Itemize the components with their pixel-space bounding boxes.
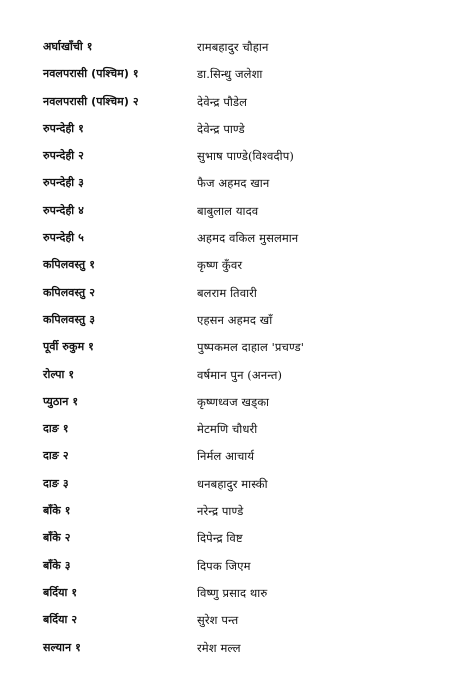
- candidate-name: नरेन्द्र पाण्डे: [197, 504, 244, 519]
- candidate-name: सुभाष पाण्डे(विश्वदीप): [197, 149, 294, 164]
- constituency-name: बर्दिया २: [43, 613, 78, 627]
- constituency-name: सल्यान १: [43, 640, 81, 654]
- candidate-name: वर्षमान पुन (अनन्त): [197, 367, 283, 382]
- list-row: [0, 391, 453, 418]
- constituency-name: दाङ २: [43, 449, 69, 463]
- list-row: [0, 555, 453, 582]
- candidate-name: रामबहादुर चौहान: [197, 40, 269, 54]
- candidate-name: रमेश मल्ल: [197, 640, 241, 655]
- candidate-name: दिपक जिएम: [197, 558, 251, 573]
- constituency-name: दाङ ३: [43, 476, 69, 490]
- list-row: [0, 500, 453, 527]
- list-row: [0, 254, 453, 281]
- list-row: [0, 336, 453, 363]
- list-row: [0, 609, 453, 636]
- candidate-list: [0, 36, 453, 664]
- constituency-name: रुपन्देही ५: [43, 231, 85, 245]
- candidate-name: डा.सिन्धु जलेशा: [197, 67, 263, 82]
- constituency-name: नवलपरासी (पश्चिम) १: [43, 67, 139, 81]
- candidate-name: देवेन्द्र पाण्डे: [197, 121, 245, 136]
- constituency-name: बाँके ३: [43, 558, 71, 572]
- candidate-name: बलराम तिवारी: [197, 285, 257, 300]
- list-row: [0, 637, 453, 664]
- candidate-name: बाबुलाल यादव: [197, 203, 259, 218]
- list-row: [0, 445, 453, 472]
- constituency-name: रुपन्देही १: [43, 121, 85, 135]
- list-row: [0, 172, 453, 199]
- list-row: [0, 582, 453, 609]
- constituency-name: बर्दिया १: [43, 585, 78, 599]
- constituency-name: रुपन्देही ४: [43, 203, 85, 217]
- list-row: [0, 227, 453, 254]
- candidate-name: मेटमणि चौधरी: [197, 422, 258, 437]
- candidate-name: विष्णु प्रसाद थारु: [197, 585, 268, 600]
- candidate-name: अहमद वकिल मुसलमान: [197, 231, 299, 246]
- list-row: [0, 63, 453, 90]
- constituency-name: कपिलवस्तु २: [43, 285, 96, 299]
- constituency-name: रोल्पा १: [43, 367, 75, 381]
- list-row: [0, 282, 453, 309]
- list-row: [0, 91, 453, 118]
- constituency-name: कपिलवस्तु १: [43, 258, 96, 272]
- constituency-name: प्युठान १: [43, 394, 79, 408]
- constituency-name: अर्घाखाँची १: [43, 40, 93, 53]
- candidate-name: धनबहादुर मास्की: [197, 476, 268, 491]
- candidate-name: सुरेश पन्त: [197, 613, 239, 628]
- list-row: [0, 527, 453, 554]
- constituency-name: दाङ १: [43, 422, 69, 436]
- list-row: [0, 36, 453, 63]
- list-row: [0, 418, 453, 445]
- candidate-name: देवेन्द्र पौडेल: [197, 94, 248, 109]
- constituency-name: पूर्वी रुकुम १: [43, 340, 94, 354]
- list-row: [0, 200, 453, 227]
- constituency-name: रुपन्देही २: [43, 149, 85, 163]
- constituency-name: बाँके १: [43, 504, 71, 518]
- list-row: [0, 473, 453, 500]
- list-row: [0, 309, 453, 336]
- candidate-name: फैज अहमद खान: [197, 176, 270, 191]
- constituency-name: रुपन्देही ३: [43, 176, 85, 190]
- list-row: [0, 145, 453, 172]
- candidate-name: एहसन अहमद खाँ: [197, 312, 273, 327]
- list-row: [0, 364, 453, 391]
- candidate-name: कृष्ण कुँवर: [197, 258, 243, 273]
- candidate-name: दिपेन्द्र विष्ट: [197, 531, 243, 546]
- list-row: [0, 118, 453, 145]
- candidate-name: कृष्णध्वज खड्का: [197, 394, 270, 409]
- candidate-name: पुष्पकमल दाहाल 'प्रचण्ड': [197, 340, 305, 355]
- constituency-name: नवलपरासी (पश्चिम) २: [43, 94, 139, 108]
- constituency-name: कपिलवस्तु ३: [43, 312, 96, 326]
- constituency-name: बाँके २: [43, 531, 71, 545]
- candidate-name: निर्मल आचार्य: [197, 449, 255, 464]
